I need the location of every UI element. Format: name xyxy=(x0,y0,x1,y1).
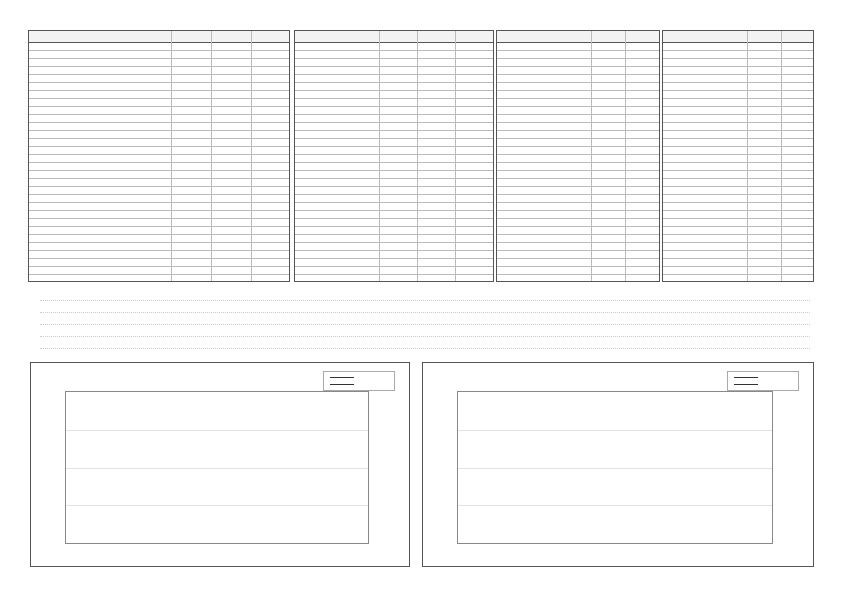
table-row xyxy=(663,211,813,219)
table-row xyxy=(29,179,289,187)
table-row xyxy=(497,259,659,267)
table-row xyxy=(663,267,813,275)
table-row xyxy=(497,51,659,59)
table-row xyxy=(295,139,493,147)
legend-line xyxy=(734,384,758,385)
column-divider xyxy=(625,31,626,281)
notes-section xyxy=(40,292,810,348)
table-row xyxy=(497,219,659,227)
table-row xyxy=(295,107,493,115)
table-row xyxy=(295,155,493,163)
column-divider xyxy=(171,31,172,281)
table-row xyxy=(497,267,659,275)
table-row xyxy=(663,123,813,131)
table-row xyxy=(29,227,289,235)
table-row xyxy=(497,195,659,203)
table-row xyxy=(295,171,493,179)
table-row xyxy=(295,243,493,251)
table-header xyxy=(295,31,493,43)
table-row xyxy=(663,227,813,235)
legend-line xyxy=(330,377,354,378)
table-row xyxy=(29,219,289,227)
column-divider xyxy=(591,31,592,281)
chart-trend xyxy=(422,362,814,567)
gridline xyxy=(66,468,368,469)
table-row xyxy=(663,131,813,139)
table-row xyxy=(295,227,493,235)
table-row xyxy=(497,139,659,147)
table-industry xyxy=(294,30,494,282)
table-row xyxy=(497,155,659,163)
column-divider xyxy=(747,31,748,281)
table-row xyxy=(497,211,659,219)
legend-line xyxy=(330,384,354,385)
table-row xyxy=(663,83,813,91)
table-row xyxy=(663,179,813,187)
table-row xyxy=(295,179,493,187)
table-capital xyxy=(28,30,290,282)
table-row xyxy=(663,43,813,51)
table-row xyxy=(295,115,493,123)
table-header xyxy=(663,31,813,43)
table-industry-detail-2 xyxy=(662,30,814,282)
column-divider xyxy=(379,31,380,281)
column-divider xyxy=(211,31,212,281)
table-row xyxy=(295,59,493,67)
table-row xyxy=(663,219,813,227)
table-row xyxy=(295,235,493,243)
table-row xyxy=(497,123,659,131)
table-row xyxy=(29,139,289,147)
table-row xyxy=(663,91,813,99)
note-line xyxy=(40,304,810,313)
table-row xyxy=(29,243,289,251)
table-row xyxy=(295,123,493,131)
table-row xyxy=(497,243,659,251)
table-row xyxy=(295,163,493,171)
gridline xyxy=(458,430,772,431)
table-row xyxy=(663,251,813,259)
table-row xyxy=(663,99,813,107)
table-row xyxy=(663,163,813,171)
table-row xyxy=(29,251,289,259)
table-header xyxy=(29,31,289,43)
table-row xyxy=(497,99,659,107)
table-row xyxy=(663,187,813,195)
legend-line xyxy=(734,377,758,378)
chart-change-rate xyxy=(30,362,410,567)
note-line xyxy=(40,340,810,349)
table-row xyxy=(663,115,813,123)
gridline xyxy=(458,505,772,506)
table-row xyxy=(29,171,289,179)
table-row xyxy=(295,67,493,75)
table-row xyxy=(29,147,289,155)
gridline xyxy=(458,468,772,469)
table-row xyxy=(497,179,659,187)
plot-area xyxy=(457,391,773,544)
column-divider xyxy=(781,31,782,281)
table-row xyxy=(29,235,289,243)
table-row xyxy=(497,235,659,243)
table-industry-detail-1 xyxy=(496,30,660,282)
table-row xyxy=(497,83,659,91)
table-row xyxy=(295,211,493,219)
table-row xyxy=(663,171,813,179)
table-row xyxy=(295,131,493,139)
table-row xyxy=(663,139,813,147)
table-row xyxy=(29,187,289,195)
table-row xyxy=(295,195,493,203)
table-row xyxy=(29,203,289,211)
table-row xyxy=(29,115,289,123)
table-row xyxy=(29,131,289,139)
table-row xyxy=(295,251,493,259)
table-row xyxy=(497,171,659,179)
table-row xyxy=(497,91,659,99)
table-row xyxy=(29,43,289,51)
table-row xyxy=(29,267,289,275)
table-row xyxy=(663,235,813,243)
table-row xyxy=(497,107,659,115)
table-row xyxy=(295,187,493,195)
table-row xyxy=(29,99,289,107)
table-row xyxy=(663,147,813,155)
table-row xyxy=(29,155,289,163)
table-row xyxy=(497,75,659,83)
table-row xyxy=(295,51,493,59)
table-row xyxy=(663,155,813,163)
table-row xyxy=(663,59,813,67)
table-row xyxy=(295,83,493,91)
table-row xyxy=(29,91,289,99)
gridline xyxy=(66,430,368,431)
column-divider xyxy=(251,31,252,281)
note-line xyxy=(40,328,810,337)
table-row xyxy=(29,211,289,219)
table-row xyxy=(29,195,289,203)
table-row xyxy=(663,107,813,115)
chart-legend xyxy=(323,371,395,391)
table-row xyxy=(29,75,289,83)
table-row xyxy=(295,203,493,211)
note-line xyxy=(40,292,810,301)
table-row xyxy=(497,227,659,235)
table-row xyxy=(497,115,659,123)
table-row xyxy=(295,259,493,267)
chart-legend xyxy=(727,371,799,391)
plot-area xyxy=(65,391,369,544)
table-row xyxy=(663,195,813,203)
table-row xyxy=(497,59,659,67)
table-row xyxy=(295,147,493,155)
table-row xyxy=(295,219,493,227)
table-header xyxy=(497,31,659,43)
table-row xyxy=(497,147,659,155)
table-row xyxy=(497,163,659,171)
column-divider xyxy=(455,31,456,281)
table-row xyxy=(497,203,659,211)
table-row xyxy=(497,43,659,51)
gridline xyxy=(66,505,368,506)
table-row xyxy=(497,187,659,195)
table-row xyxy=(497,131,659,139)
table-row xyxy=(29,67,289,75)
table-row xyxy=(29,259,289,267)
table-row xyxy=(295,75,493,83)
table-row xyxy=(29,107,289,115)
table-row xyxy=(663,75,813,83)
table-row xyxy=(29,59,289,67)
table-row xyxy=(29,123,289,131)
table-row xyxy=(663,203,813,211)
table-row xyxy=(663,67,813,75)
table-row xyxy=(497,67,659,75)
table-row xyxy=(663,243,813,251)
note-line xyxy=(40,316,810,325)
table-row xyxy=(295,267,493,275)
table-row xyxy=(663,51,813,59)
table-row xyxy=(295,91,493,99)
table-row xyxy=(29,51,289,59)
table-row xyxy=(295,43,493,51)
table-row xyxy=(497,251,659,259)
table-row xyxy=(663,259,813,267)
table-row xyxy=(295,99,493,107)
column-divider xyxy=(417,31,418,281)
table-row xyxy=(29,83,289,91)
table-row xyxy=(29,163,289,171)
